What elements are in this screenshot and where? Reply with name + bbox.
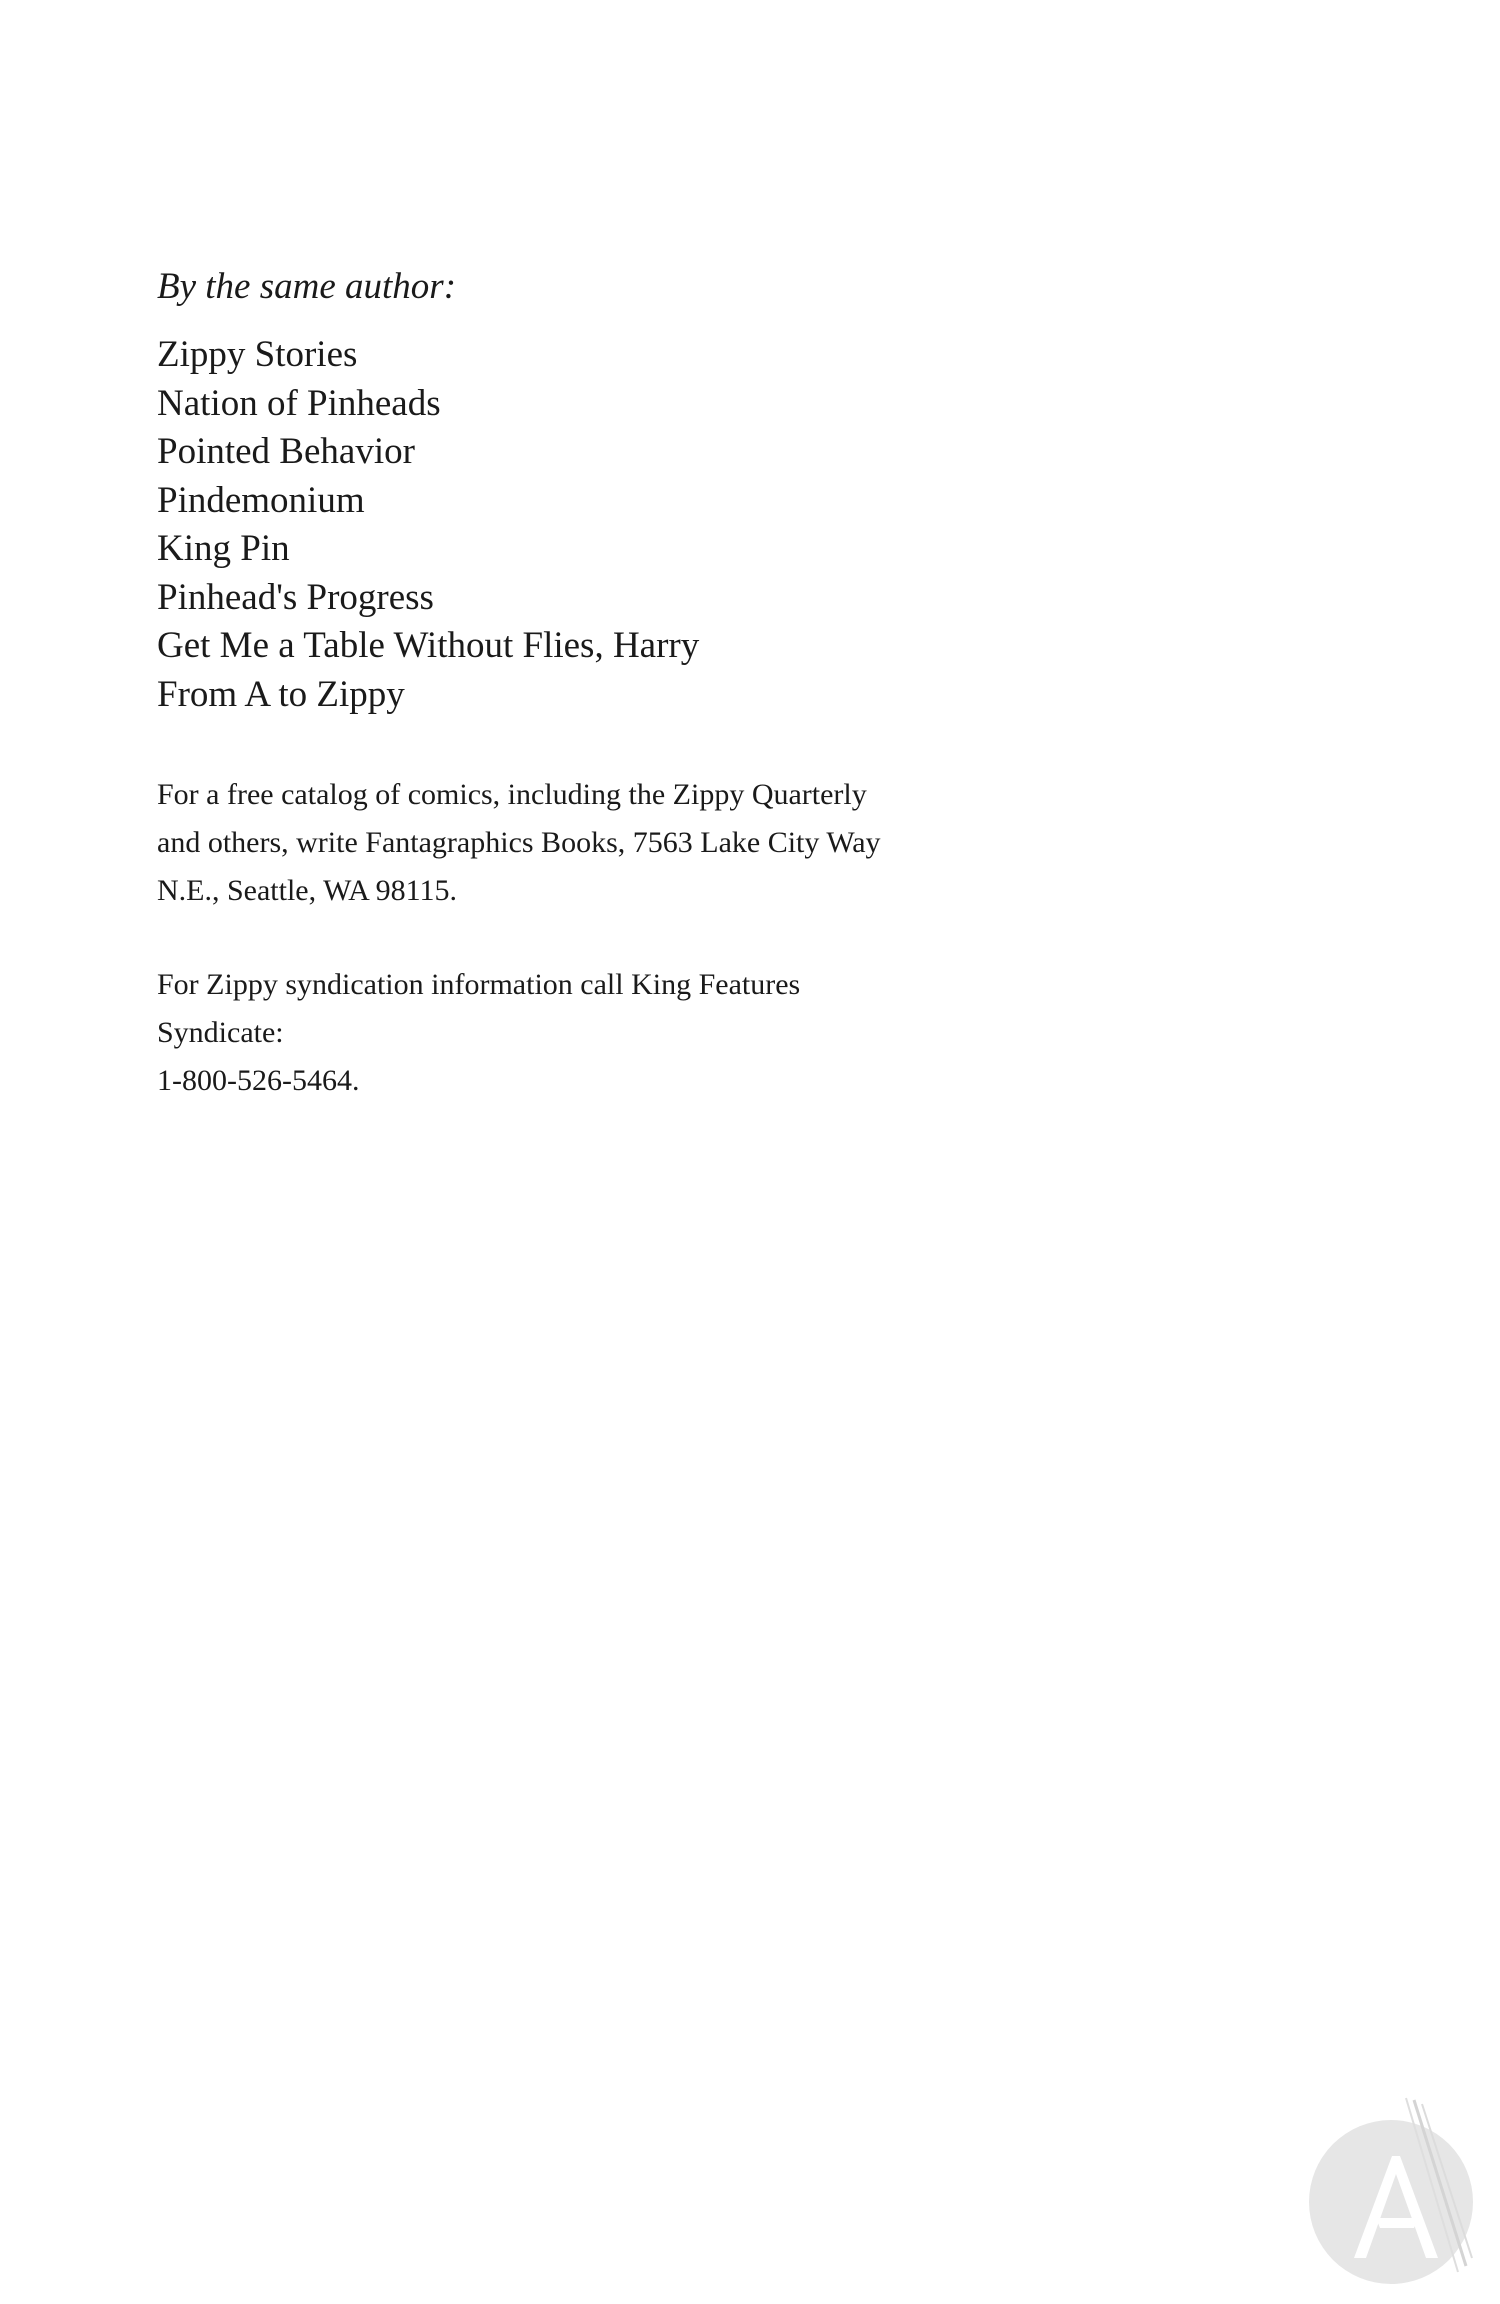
book-title: Get Me a Table Without Flies, Harry bbox=[157, 625, 700, 666]
catalog-paragraph bbox=[157, 771, 1037, 915]
syndication-line: Syndicate: bbox=[157, 1016, 284, 1049]
page-content bbox=[157, 265, 1257, 1105]
book-title: Pinhead's Progress bbox=[157, 576, 434, 618]
syndication-line: For Zippy syndication information call King Features bbox=[157, 968, 801, 1001]
publisher-logo-icon bbox=[1296, 2090, 1486, 2290]
section-heading: By the same author: bbox=[157, 266, 457, 307]
book-title: Zippy Stories bbox=[157, 334, 358, 375]
catalog-line: and others, write Fantagraphics Books, 7563 Lake City Way bbox=[157, 826, 881, 859]
book-title: King Pin bbox=[157, 528, 290, 569]
book-title: Pointed Behavior bbox=[157, 431, 415, 472]
book-title-list bbox=[157, 331, 1257, 719]
book-title: Nation of Pinheads bbox=[157, 382, 441, 424]
syndication-phone: 1-800-526-5464. bbox=[157, 1064, 360, 1097]
book-title: Pindemonium bbox=[157, 479, 365, 521]
syndication-paragraph bbox=[157, 961, 977, 1105]
catalog-line: N.E., Seattle, WA 98115. bbox=[157, 874, 457, 907]
catalog-line: For a free catalog of comics, including the Zippy Quarterly bbox=[157, 778, 867, 811]
book-title: From A to Zippy bbox=[157, 673, 405, 715]
